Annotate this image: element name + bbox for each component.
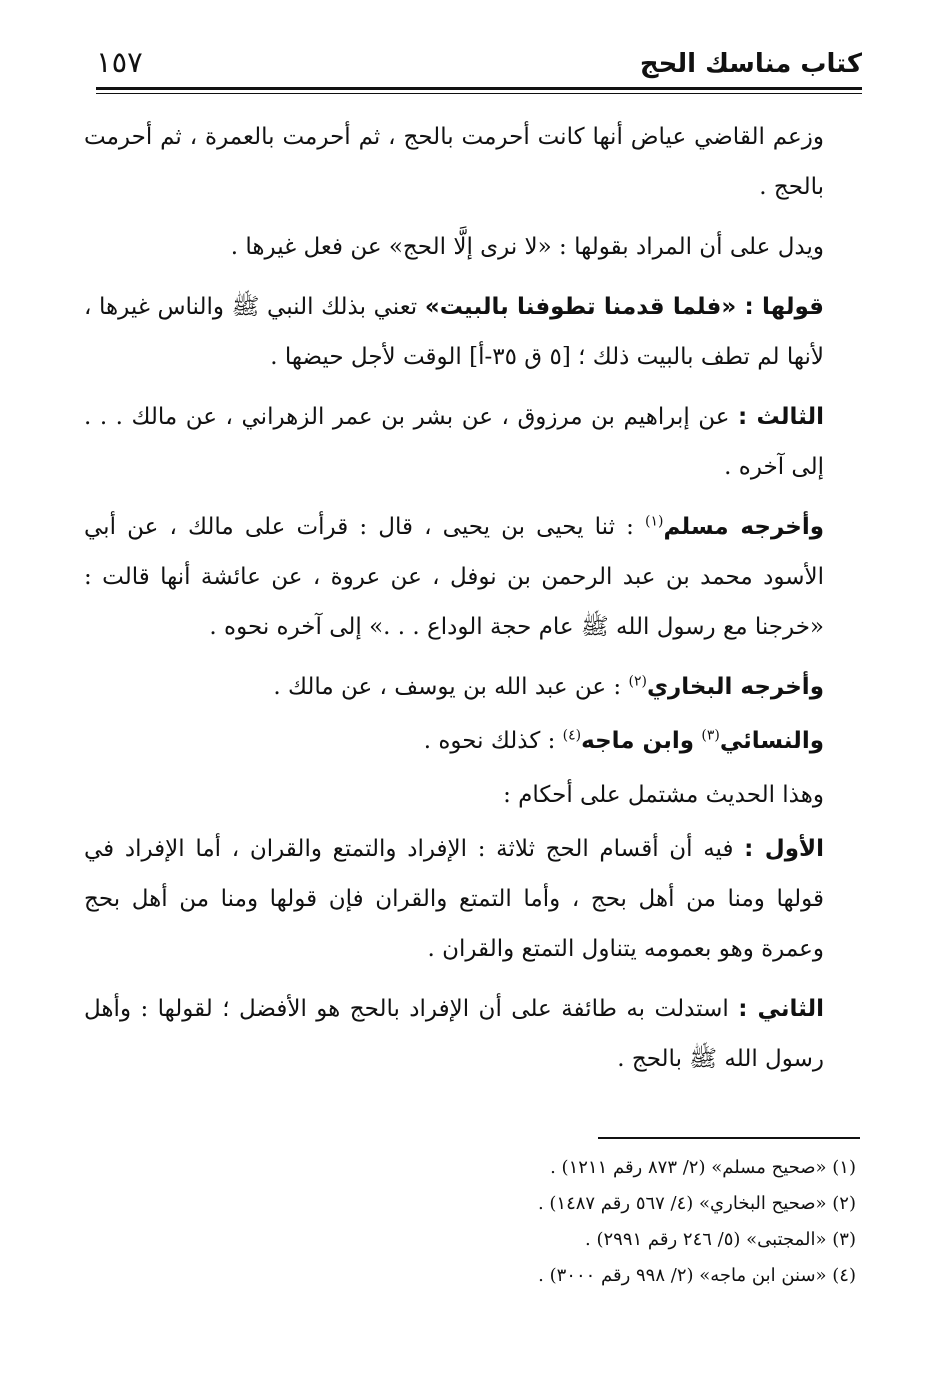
page-number: ١٥٧ <box>96 45 143 79</box>
paragraph-lead: الأول : <box>744 836 825 862</box>
footnote-2: (٢) «صحيح البخاري» (٤/ ٥٦٧ رقم ١٤٨٧) . <box>537 1193 856 1214</box>
footnote-1: (١) «صحيح مسلم» (٢/ ٨٧٣ رقم ١٢١١) . <box>550 1157 856 1178</box>
paragraph-text: : ثنا يحيى بن يحيى ، قال : قرأت على مالك ، عن أبي الأسود محمد بن عبد الرحمن بن نوفل ، عن عروة ، عن عائشة أنها قالت : «خرجنا مع رسول الله ﷺ عام حجة الوداع . . .» إلى آخره نحوه . <box>84 514 824 640</box>
paragraph-7 <box>84 716 862 766</box>
page-header <box>96 38 862 96</box>
paragraph-text: تعني بذلك النبي ﷺ والناس غيرها ، لأنها لم تطف بالبيت ذلك ؛ [٥ ق ٣٥-أ] الوقت لأجل حيضها . <box>84 294 824 370</box>
paragraph-text: وهذا الحديث مشتمل على أحكام : <box>503 782 824 808</box>
paragraph-text: : عن عبد الله بن يوسف ، عن مالك . <box>273 674 622 700</box>
paragraph-text: فيه أن أقسام الحج ثلاثة : الإفراد والتمتع والقران ، أما الإفراد في قولها ومنا من أهل بحج ، وأما التمتع والقران فإن قولها ومنا من أهل بحج وعمرة وهو بعمومه يتناول التمتع والقران . <box>84 836 824 962</box>
footnotes <box>96 1150 856 1294</box>
paragraph-text: استدلت به طائفة على أن الإفراد بالحج هو الأفضل ؛ لقولها : وأهل رسول الله ﷺ بالحج . <box>84 996 824 1072</box>
paragraph-text: وزعم القاضي عياض أنها كانت أحرمت بالحج ، ثم أحرمت بالعمرة ، ثم أحرمت بالحج . <box>84 124 824 200</box>
paragraph-lead: وأخرجه مسلم <box>663 514 825 540</box>
paragraph-lead: وأخرجه البخاري <box>646 674 824 700</box>
footnote-4: (٤) «سنن ابن ماجه» (٢/ ٩٩٨ رقم ٣٠٠٠) . <box>538 1265 856 1286</box>
paragraph-3 <box>84 282 862 382</box>
paragraph-lead-2: وابن ماجه <box>581 728 695 754</box>
paragraph-text: : كذلك نحوه . <box>423 728 556 754</box>
footnote-divider <box>598 1137 860 1139</box>
paragraph-4 <box>84 392 862 492</box>
paragraph-9 <box>84 824 862 974</box>
paragraph-lead: الثاني : <box>738 996 825 1022</box>
footnote-ref[interactable]: (١) <box>645 513 664 530</box>
paragraph-1 <box>84 112 862 212</box>
paragraph-10 <box>84 984 862 1084</box>
paragraph-text: ويدل على أن المراد بقولها : «لا نرى إلَّا الحج» عن فعل غيرها . <box>230 234 824 260</box>
footnote-3: (٣) «المجتبى» (٥/ ٢٤٦ رقم ٢٩٩١) . <box>585 1229 856 1250</box>
footnote-ref[interactable]: (٢) <box>628 673 647 690</box>
paragraph-8 <box>84 770 862 820</box>
paragraph-text: عن إبراهيم بن مرزوق ، عن بشر بن عمر الزهراني ، عن مالك . . . إلى آخره . <box>84 404 824 480</box>
paragraph-2 <box>84 222 862 272</box>
paragraph-5 <box>84 502 862 652</box>
paragraph-lead: والنسائي <box>719 728 824 754</box>
book-title: كتاب مناسك الحج <box>639 49 862 79</box>
footnote-ref[interactable]: (٣) <box>701 727 720 744</box>
paragraph-lead: قولها : «فلما قدمنا تطوفنا بالبيت» <box>424 294 824 320</box>
paragraph-lead: الثالث : <box>738 404 825 430</box>
header-rule-thick <box>96 87 862 90</box>
main-text <box>84 112 862 1094</box>
header-rule-thin <box>96 93 862 94</box>
paragraph-6 <box>84 662 862 712</box>
footnote-ref[interactable]: (٤) <box>562 727 582 744</box>
